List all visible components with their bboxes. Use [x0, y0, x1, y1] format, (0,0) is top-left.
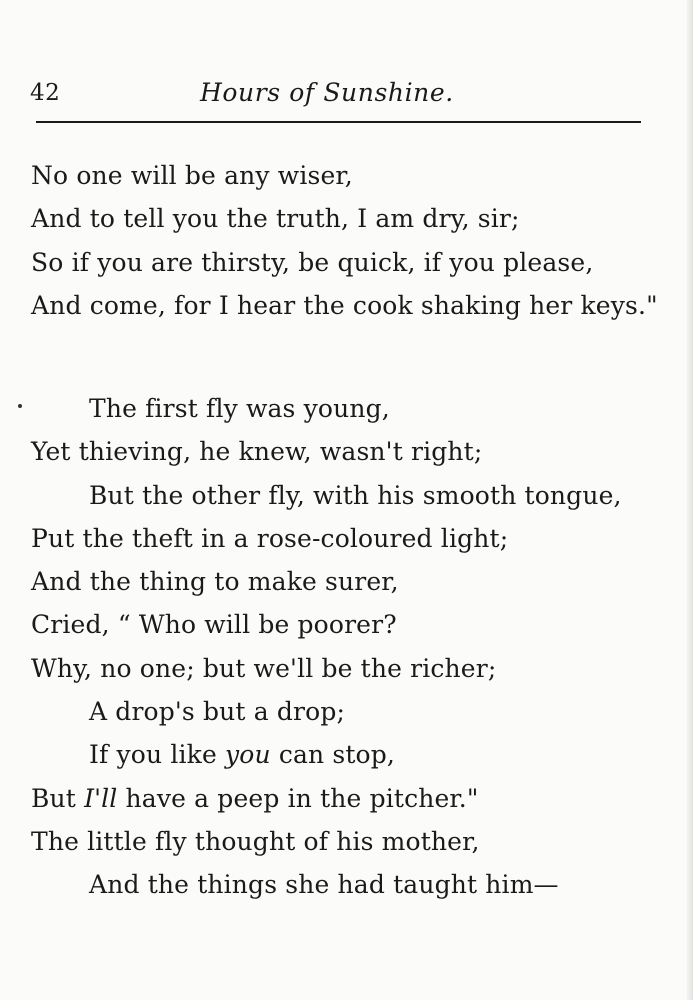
italic-word: I'll	[84, 783, 118, 813]
header-rule	[36, 121, 641, 123]
margin-speck	[18, 404, 22, 408]
poem-line: And to tell you the truth, I am dry, sir;	[31, 204, 520, 234]
line-text: can stop,	[270, 740, 395, 770]
stanza-2	[31, 387, 651, 907]
page-header	[30, 74, 642, 110]
poem-line: But the other fly, with his smooth tongue,	[89, 480, 622, 510]
poem-line: Put the theft in a rose-coloured light;	[31, 523, 509, 553]
poem-line: No one will be any wiser,	[31, 161, 353, 190]
italic-word: you	[224, 740, 271, 770]
page-number: 42	[30, 80, 61, 106]
poem-line: So if you are thirsty, be quick, if you please,	[31, 247, 594, 277]
poem-line: Why, no one; but we'll be the richer;	[31, 653, 497, 683]
poem-line: Yet thieving, he knew, wasn't right;	[31, 437, 483, 467]
line-text: have a peep in the pitcher."	[117, 783, 479, 813]
poem-line: The little fly thought of his mother,	[31, 826, 480, 856]
poem-line	[31, 777, 651, 820]
stanza-1	[31, 154, 658, 327]
line-text: But	[31, 783, 85, 813]
poem-line: And come, for I hear the cook shaking her keys."	[31, 290, 658, 320]
running-title: Hours of Sunshine.	[200, 78, 454, 107]
page-edge-shadow	[687, 0, 693, 1000]
poem-line: The first fly was young,	[89, 394, 390, 423]
poem-line: And the things she had taught him—	[89, 870, 559, 900]
poem-line	[31, 733, 651, 776]
poem-line: Cried, “ Who will be poorer?	[31, 610, 397, 640]
poem-line: And the thing to make surer,	[31, 567, 399, 597]
poem-line: A drop's but a drop;	[89, 697, 346, 727]
line-text: If you like	[89, 740, 225, 770]
